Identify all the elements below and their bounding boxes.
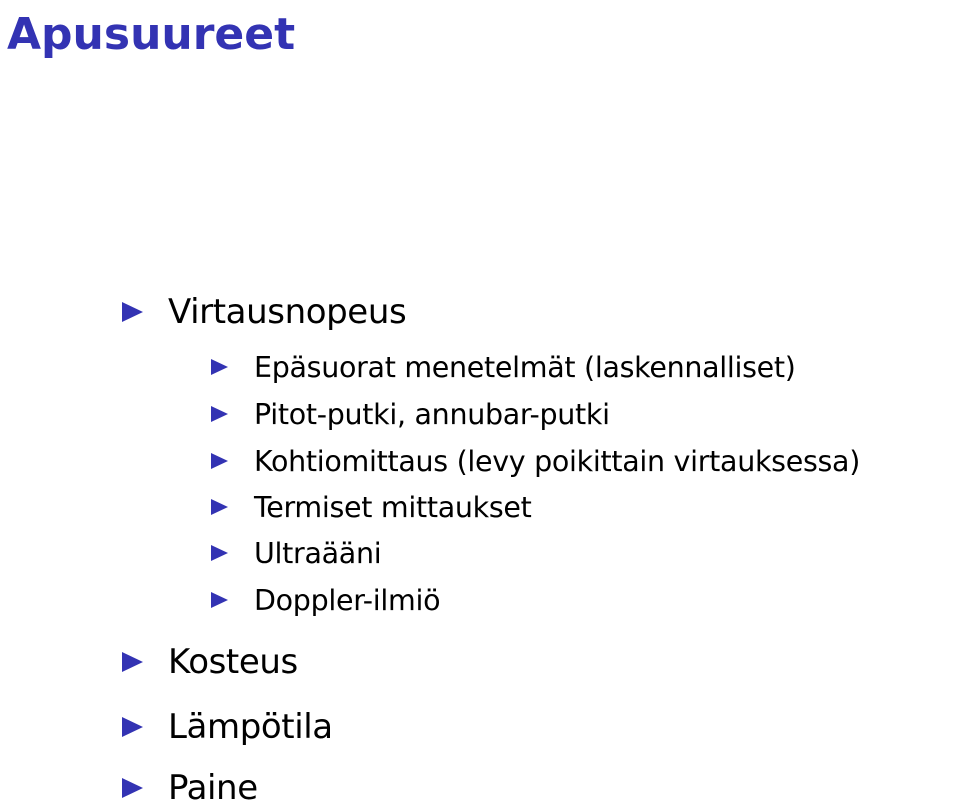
triangle-bullet-icon bbox=[122, 302, 143, 322]
triangle-bullet-icon bbox=[122, 652, 143, 672]
sub-item bbox=[211, 533, 381, 573]
list-item-virtausnopeus bbox=[122, 289, 406, 335]
sub-item-label: Termiset mittaukset bbox=[254, 490, 532, 524]
slide-title: Apusuureet bbox=[7, 9, 296, 60]
sub-item bbox=[211, 580, 440, 620]
triangle-bullet-icon bbox=[211, 406, 228, 422]
sub-item-label: Ultraääni bbox=[254, 536, 382, 570]
list-item-kosteus bbox=[122, 639, 298, 685]
list-item-label: Lämpötila bbox=[168, 707, 333, 747]
triangle-bullet-icon bbox=[122, 717, 143, 737]
sub-item-label: Doppler-ilmiö bbox=[254, 583, 441, 617]
sub-item-label: Epäsuorat menetelmät (laskennalliset) bbox=[254, 350, 796, 384]
sub-item-label: Pitot-putki, annubar-putki bbox=[254, 397, 610, 431]
list-item-paine bbox=[122, 765, 258, 811]
list-item-label: Kosteus bbox=[168, 642, 298, 682]
triangle-bullet-icon bbox=[211, 545, 228, 561]
triangle-bullet-icon bbox=[211, 592, 228, 608]
sub-item-label: Kohtiomittaus (levy poikittain virtauksessa) bbox=[254, 444, 861, 478]
sub-item bbox=[211, 394, 610, 434]
triangle-bullet-icon bbox=[211, 453, 228, 469]
list-item-lampotila bbox=[122, 704, 333, 750]
triangle-bullet-icon bbox=[211, 499, 228, 515]
list-item-label: Virtausnopeus bbox=[168, 292, 407, 332]
triangle-bullet-icon bbox=[211, 359, 228, 375]
list-item-label: Paine bbox=[168, 768, 258, 808]
sub-item bbox=[211, 347, 796, 387]
triangle-bullet-icon bbox=[122, 778, 143, 798]
sub-item bbox=[211, 487, 532, 527]
sub-item bbox=[211, 441, 860, 481]
